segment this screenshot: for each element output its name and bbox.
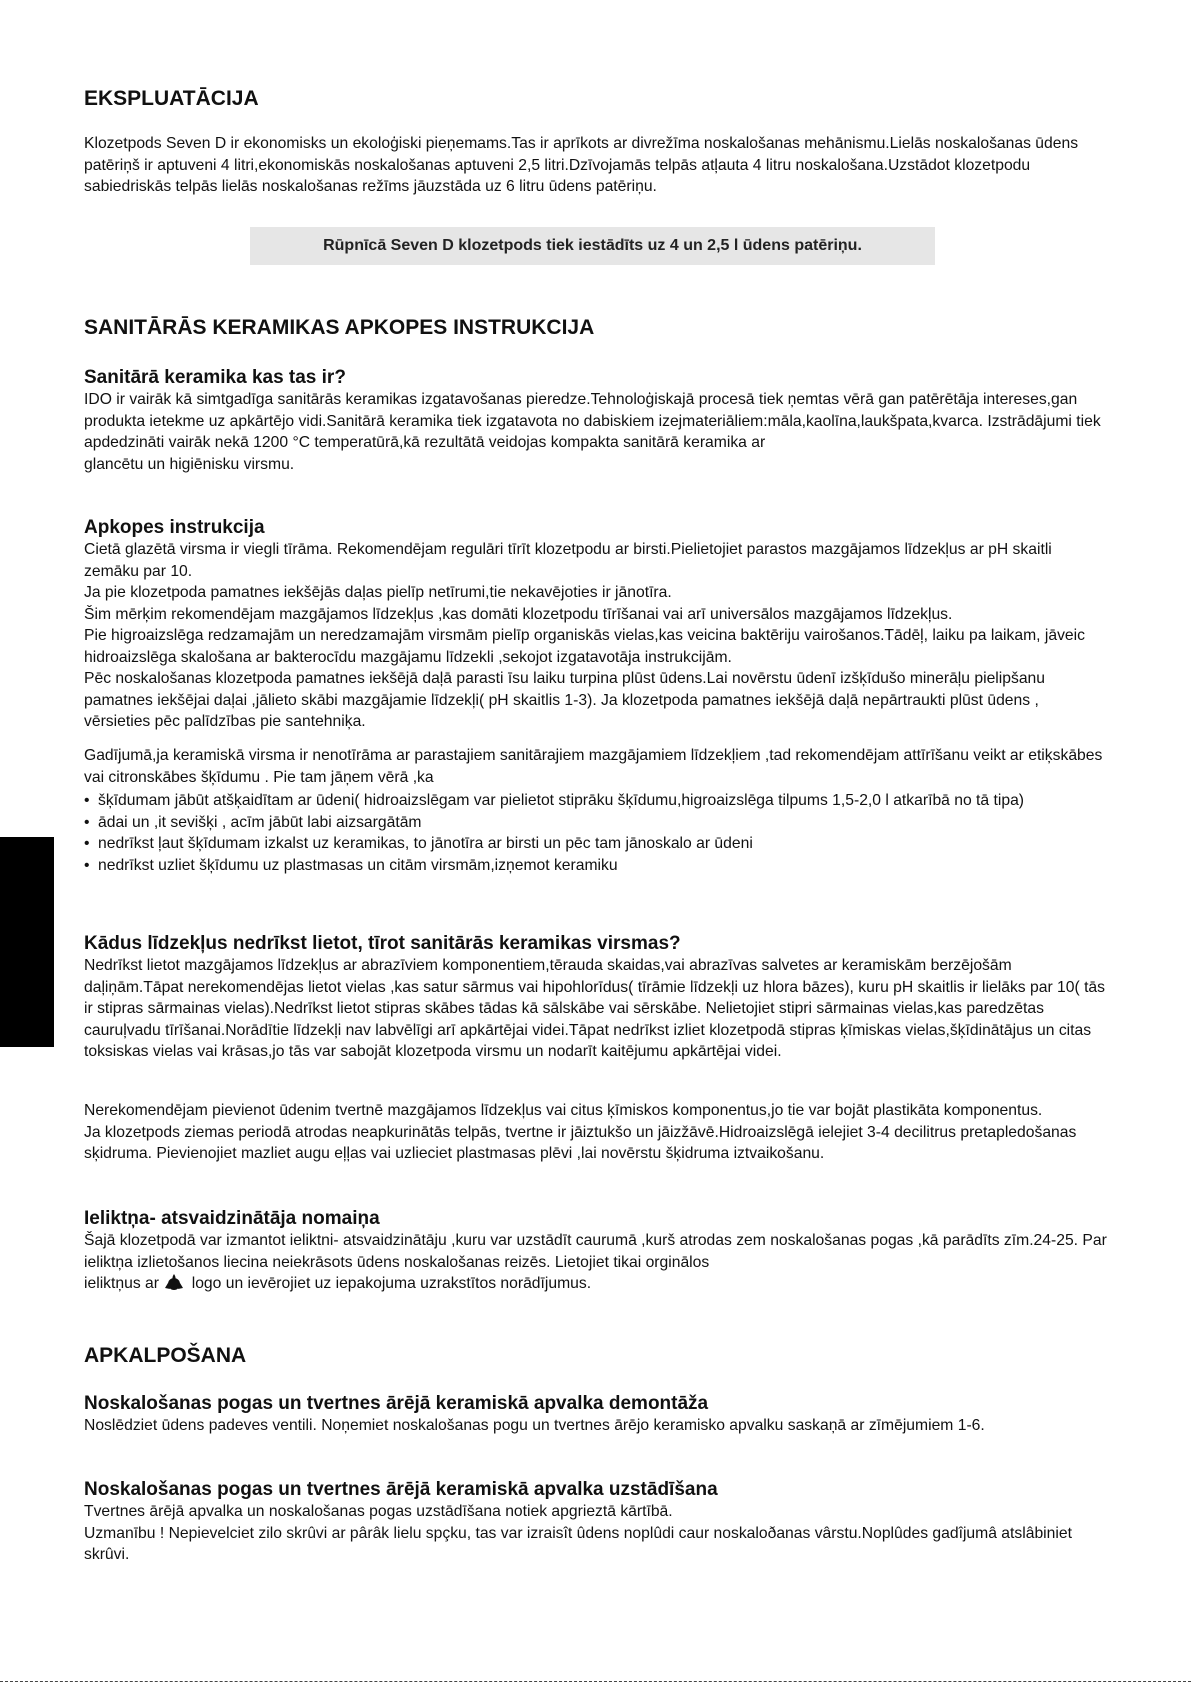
factory-setting-notice: Rūpnīcā Seven D klozetpods tiek iestādīts uz 4 un 2,5 l ūdens patēriņu. bbox=[250, 227, 935, 265]
care-paragraph: Cietā glazētā virsma ir viegli tīrāma. Rekomendējam regulāri tīrīt klozetpodu ar birsti.Pielietojiet parastos mazgājamos līdzekļus ar pH skaitli zemāku par 10. bbox=[84, 541, 1052, 580]
subheading-forbidden-agents: Kādus līdzekļus nedrīkst lietot, tīrot sanitārās keramikas virsmas? bbox=[84, 933, 681, 954]
tank-chemicals-text bbox=[84, 1100, 1107, 1165]
paragraph-ekspluatacija: Klozetpods Seven D ir ekonomisks un ekoloģiski pieņemams.Tas ir aprīkots ar divrežīma noskalošanas mehānismu.Lielās noskalošanas ūdens patēriņš ir aptuveni 4 litri,ekonomiskās noskalošanas aptuveni 2,5 litri.Dzīvojamās telpās atļauta 4 litru noskalošana.Uzstādot klozetpodu sabiedriskās telpās lielās noskalošanas režīms jāuzstāda uz 6 litru ūdens patēriņu. bbox=[84, 135, 1079, 195]
page-bottom-rule bbox=[0, 1681, 1191, 1682]
list-item: • ādai un ,it sevišķi , acīm jābūt labi aizsargātām bbox=[84, 812, 1107, 834]
care-paragraph: Pēc noskalošanas klozetpoda pamatnes iekšējā daļā parasti īsu laiku turpina plūst ūdens.Lai novērstu ūdenī izšķīdušo minerāļu pielipšanu pamatnes iekšējai daļai ,jālieto skābi mazgājamie līdzekļi( pH skaitlis 1-3). Ja klozetpoda pamatnes iekšējā daļā nepārtraukti plūst ūdens , vērsieties pēc palīdzības pie santehniķa. bbox=[84, 670, 1046, 730]
list-item: • šķīdumam jābūt atšķaidītam ar ūdeni( hidroaizslēgam var pielietot stiprāku šķīdumu,higroaizslēga tilpums 1,5-2,0 l atkarībā no tā tipa) bbox=[84, 790, 1107, 812]
subheading-demontaza: Noskalošanas pogas un tvertnes ārējā keramiskā apvalka demontāža bbox=[84, 1393, 709, 1414]
text-after-logo: logo un ievērojiet uz iepakojuma uzrakstītos norādījumus. bbox=[191, 1275, 592, 1292]
paragraph-insert: Šajā klozetpodā var izmantot ieliktni- atsvaidzinātāju ,kuru var uzstādīt caurumā ,kurš atrodas zem noskalošanas pogas ,kā parādīts zīm.24-25. Par ieliktņa izlietošanos liecina neiekrāsots ūdens noskalošanas reizēs. Lietojiet tikai orginālos bbox=[84, 1232, 1107, 1271]
care-paragraph: Ja pie klozetpoda pamatnes iekšējās daļas pielīp netīrumi,tie nekavējoties ir jānotīra. bbox=[84, 584, 672, 601]
paragraph-tank-chemicals: Nerekomendējam pievienot ūdenim tvertnē mazgājamos līdzekļus vai citus ķīmiskos komponentus,jo tie var bojāt plastikāta komponentus. bbox=[84, 1102, 1043, 1119]
paragraph-demontaza: Noslēdziet ūdens padeves ventili. Noņemiet noskalošanas pogu un tvertnes ārējo keramisko apvalku saskaņā ar zīmējumiem 1-6. bbox=[84, 1417, 985, 1434]
section-title-ekspluatacija: EKSPLUATĀCIJA bbox=[84, 87, 259, 110]
subheading-insert-replacement: Ieliktņa- atsvaidzinātāja nomaiņa bbox=[84, 1208, 380, 1229]
paragraph-warning: Uzmanību ! Nepievelciet zilo skrûvi ar pârâk lielu spçku, tas var izraisît ûdens noplûdi caur noskaloðanas vârstu.Noplûdes gadîjumâ atslâbiniet skrûvi. bbox=[84, 1524, 1072, 1563]
acid-cleaning-bullets bbox=[84, 790, 1107, 876]
subheading-apkopes-instrukcija: Apkopes instrukcija bbox=[84, 517, 265, 538]
paragraph-forbidden-agents: Nedrīkst lietot mazgājamos līdzekļus ar abrazīviem komponentiem,tērauda skaidas,vai abrazīvas salvetes ar keramiskām berzējošām daļiņām.Tāpat nerekomendējas lietot vielas ,kas satur sārmus vai hipohlorīdus( tīrāmie līdzekļi uz hlora bāzes), kuru pH skaitlis ir lielāks par 10( tās ir stipras sārmainas vielas).Nedrīkst lietot stipras skābes tādas kā sālskābe vai sērskābe. Nelietojiet stipri sārmainas vielas,kas paredzētas cauruļvadu tīrīšanai.Norādītie līdzekļi nav labvēlīgi arī apkārtējai videi.Tāpat nedrīkst izliet klozetpodā stipras ķīmiskas vielas,šķīdinātājus un citas toksiskas vielas vai krāsas,jo tās var sabojāt klozetpoda virsmu un nodarīt kaitējumu apkārtējai videi. bbox=[84, 957, 1105, 1060]
care-paragraph: Šim mērķim rekomendējam mazgājamos līdzekļus ,kas domāti klozetpodu tīrīšanai vai arī universālos mazgājamos līdzekļus. bbox=[84, 605, 953, 623]
paragraph-uzstadisana: Tvertnes ārējā apvalka un noskalošanas pogas uzstādīšana notiek apgrieztā kārtībā. bbox=[84, 1503, 673, 1520]
paragraph-ido: IDO ir vairāk kā simtgadīga sanitārās keramikas izgatavošanas pieredze.Tehnoloģiskajā procesā tiek ņemtas vērā gan patērētāja intereses,gan produkta ietekme uz apkārtējo vidi.Sanitārā keramika tiek izgatavota no dabiskiem izejmateriāliem:māla,kaolīna,laukšpata,kvarca. Izstrādājumi tiek apdedzināti vairāk nekā 1200 °C temperatūrā,kā rezultātā veidojas kompakta sanitārā keramika ar bbox=[84, 391, 1101, 451]
ido-logo-icon bbox=[163, 1273, 185, 1291]
list-item: • nedrīkst ļaut šķīdumam izkalst uz keramikas, to jānotīra ar birsti un pēc tam jānoskalo ar ūdeni bbox=[84, 833, 1107, 855]
paragraph-acid-cleaning: Gadījumā,ja keramiskā virsma ir nenotīrāma ar parastajiem sanitārajiem mazgājamiem līdzekļiem ,tad rekomendējam attīrīšanu veikt ar etiķskābes vai citronskābes šķīdumu . Pie tam jāņem vērā ,ka bbox=[84, 747, 1103, 786]
list-item: • nedrīkst uzliet šķīdumu uz plastmasas un citām virsmām,izņemot keramiku bbox=[84, 855, 1107, 877]
section-title-apkopes-instrukcija: SANITĀRĀS KERAMIKAS APKOPES INSTRUKCIJA bbox=[84, 316, 595, 339]
care-instructions-text bbox=[84, 539, 1107, 733]
installation-text bbox=[84, 1501, 1107, 1566]
care-paragraph: Pie higroaizslēga redzamajām un neredzamajām virsmām pielīp organiskās vielas,kas veicina baktēriju vairošanos.Tādēļ, laiku pa laikam, jāveic hidroaizslēga skalošana ar bakterocīdu mazgājamu līdzekli ,sekojot izgatavotāja instrukcijām. bbox=[84, 627, 1085, 666]
paragraph-ido-end: glancētu un higiēnisku virsmu. bbox=[84, 455, 295, 473]
sanitary-ceramics-text bbox=[84, 389, 1107, 475]
subheading-sanitara-keramika: Sanitārā keramika kas tas ir? bbox=[84, 367, 346, 388]
side-language-tab bbox=[0, 837, 54, 1047]
insert-replacement-text bbox=[84, 1230, 1107, 1295]
section-title-apkalposana: APKALPOŠANA bbox=[84, 1344, 247, 1367]
text-before-logo: ieliktņus ar bbox=[84, 1275, 159, 1292]
subheading-uzstadisana: Noskalošanas pogas un tvertnes ārējā keramiskā apvalka uzstādīšana bbox=[84, 1479, 718, 1500]
paragraph-insert-logo-line bbox=[84, 1273, 1107, 1295]
paragraph-winter: Ja klozetpods ziemas periodā atrodas neapkurinātās telpās, tvertne ir jāiztukšo un jāizžāvē.Hidroaizslēgā ielejiet 3-4 decilitrus pretapledošanas sķidruma. Pievienojiet mazliet augu eļļas vai uzlieciet plastmasas plēvi ,lai novērstu šķidruma iztvaikošanu. bbox=[84, 1123, 1077, 1162]
